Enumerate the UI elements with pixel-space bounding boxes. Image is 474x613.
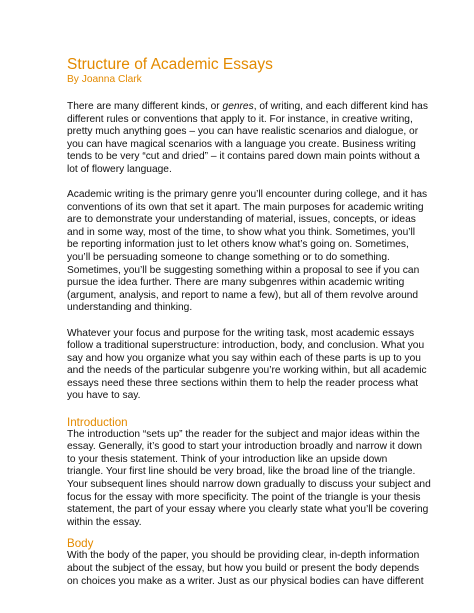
paragraph-line: With the body of the paper, you should be providing clear, in-depth information xyxy=(67,550,420,562)
paragraph-line: focus for the essay with more specificity. The point of the triangle is your thesis xyxy=(67,491,421,503)
intro-text-after: , of writing, and each different kind has xyxy=(253,101,428,112)
academic-writing-paragraph xyxy=(67,189,428,315)
intro-paragraph-line xyxy=(67,101,428,114)
paragraph-line: about the subject of the essay, but how you build or present the body depends xyxy=(67,562,420,574)
intro-paragraph-line: you can have magical scenarios with a language you create. Business writing xyxy=(67,138,416,150)
paragraph-line: The introduction “sets up” the reader for the subject and major ideas within the xyxy=(67,428,420,440)
body-heading: Body xyxy=(67,537,94,551)
paragraph-line: you have to say. xyxy=(67,390,141,402)
paragraph-line: Academic writing is the primary genre you’ll encounter during college, and it has xyxy=(67,189,428,201)
paragraph-line: essays need these three sections within them to help the reader process what xyxy=(67,377,419,389)
introduction-heading: Introduction xyxy=(67,415,128,429)
paragraph-line: triangle. Your first line should be very broad, like the broad line of the triangle. xyxy=(67,466,416,478)
paragraph-line: and the needs of the particular subgenre you’re working within, but all academic xyxy=(67,365,427,377)
paragraph-line: Your subsequent lines should narrow down gradually to discuss your subject and xyxy=(67,478,431,490)
paragraph-line: conventions of its own that set it apart. The main purposes for academic writing xyxy=(67,201,424,213)
paragraph-line: be reporting information just to let others know what’s going on. Sometimes, xyxy=(67,239,409,251)
document-page xyxy=(67,56,431,601)
paragraph-line: understanding and thinking. xyxy=(67,302,193,314)
paragraph-line: pursue the idea further. There are many subgenres within academic writing xyxy=(67,277,405,289)
paragraph-line: say and how you organize what you say within each of these parts is up to you xyxy=(67,352,421,364)
paragraph-line: to your thesis statement. Think of your introduction like an upside down xyxy=(67,453,388,465)
paragraph-line: Sometimes, you’ll be suggesting something within a proposal to see if you can xyxy=(67,264,420,276)
intro-paragraph-line: tends to be very “cut and dried” – it contains pared down main points without a xyxy=(67,151,420,163)
intro-paragraph-line: pretty much anything goes – you can have realistic scenarios and dialogue, or xyxy=(67,126,419,138)
paragraph-line: essay. Generally, it’s good to start your introduction broadly and narrow it down xyxy=(67,441,423,453)
superstructure-paragraph xyxy=(67,327,427,404)
intro-text-emphasis: genres xyxy=(222,101,254,112)
intro-text-before: There are many different kinds, or xyxy=(67,101,223,112)
introduction-paragraph xyxy=(67,428,431,530)
body-paragraph xyxy=(67,550,424,588)
paragraph-line: and in some way, most of the time, to show what you think. Sometimes, you’ll xyxy=(67,226,416,238)
paragraph-line: you’ll be persuading someone to change something or to do something. xyxy=(67,252,390,264)
paragraph-line: (argument, analysis, and report to name a few), but all of them revolve around xyxy=(67,289,419,301)
intro-paragraph-line: different rules or conventions that apply to it. For instance, in creative writing, xyxy=(67,113,413,125)
intro-paragraph xyxy=(67,101,428,177)
paragraph-line: on choices you make as a writer. Just as our physical bodies can have different xyxy=(67,575,424,587)
paragraph-line: within the essay. xyxy=(67,516,142,528)
paragraph-line: are to demonstrate your understanding of material, issues, concepts, or ideas xyxy=(67,214,416,226)
document-byline: By Joanna Clark xyxy=(67,74,142,85)
paragraph-line: statement, the part of your essay where you clearly state what you’ll be covering xyxy=(67,504,429,516)
paragraph-line: follow a traditional superstructure: introduction, body, and conclusion. What you xyxy=(67,340,425,352)
document-title: Structure of Academic Essays xyxy=(67,56,273,73)
paragraph-line: Whatever your focus and purpose for the writing task, most academic essays xyxy=(67,327,415,339)
intro-paragraph-line: lot of flowery language. xyxy=(67,163,172,175)
